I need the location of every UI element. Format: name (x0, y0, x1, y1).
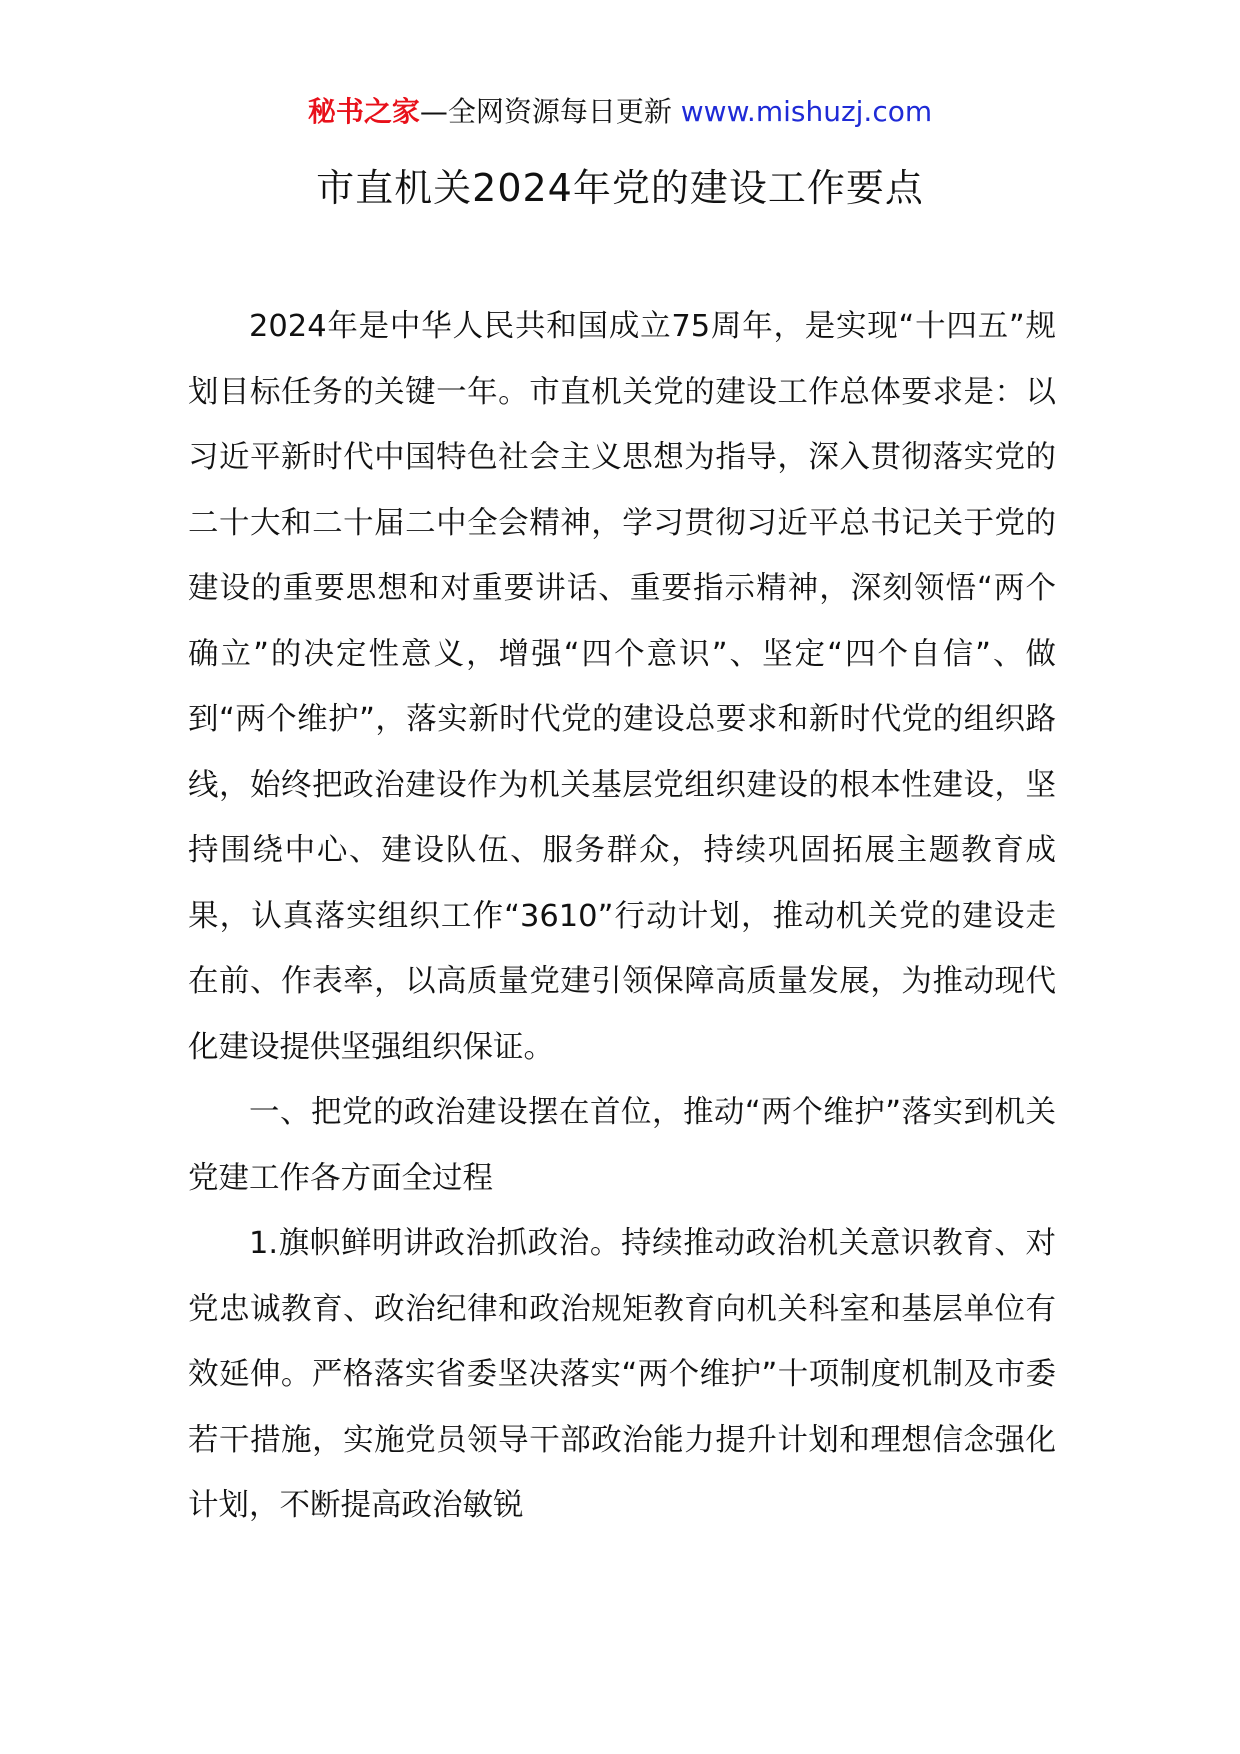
section-heading-1: 一、把党的政治建设摆在首位，推动“两个维护”落实到机关党建工作各方面全过程 (188, 1095, 1056, 1196)
site-brand-name: 秘书之家 (307, 95, 420, 128)
site-watermark-header (0, 92, 1240, 132)
intro-paragraph: 2024年是中华人民共和国成立75周年，是实现“十四五”规划目标任务的关键一年。市直机关党的建设工作总体要求是：以习近平新时代中国特色社会主义思想为指导，深入贯彻落实党的二十大和二十届二中全会精神，学习贯彻习近平总书记关于党的建设的重要思想和对重要讲话、重要指示精神，深刻领悟“两个确立”的决定性意义，增强“四个意识”、坚定“四个自信”、做到“两个维护”，落实新时代党的建设总要求和新时代党的组织路线，始终把政治建设作为机关基层党组织建设的根本性建设，坚持围绕中心、建设队伍、服务群众，持续巩固拓展主题教育成果，认真落实组织工作“3610”行动计划，推动机关党的建设走在前、作表率，以高质量党建引领保障高质量发展，为推动现代化建设提供坚强组织保证。 (188, 309, 1056, 1065)
site-tagline: —全网资源每日更新 (419, 95, 681, 128)
document-title: 市直机关2024年党的建设工作要点 (316, 166, 924, 210)
document-body (188, 294, 1056, 1539)
item-paragraph-1: 1.旗帜鲜明讲政治抓政治。持续推动政治机关意识教育、对党忠诚教育、政治纪律和政治规矩教育向机关科室和基层单位有效延伸。严格落实省委坚决落实“两个维护”十项制度机制及市委若干措施，实施党员领导干部政治能力提升计划和理想信念强化计划，不断提高政治敏锐 (188, 1226, 1056, 1523)
site-url-link[interactable]: www.mishuzj.com (680, 95, 933, 128)
